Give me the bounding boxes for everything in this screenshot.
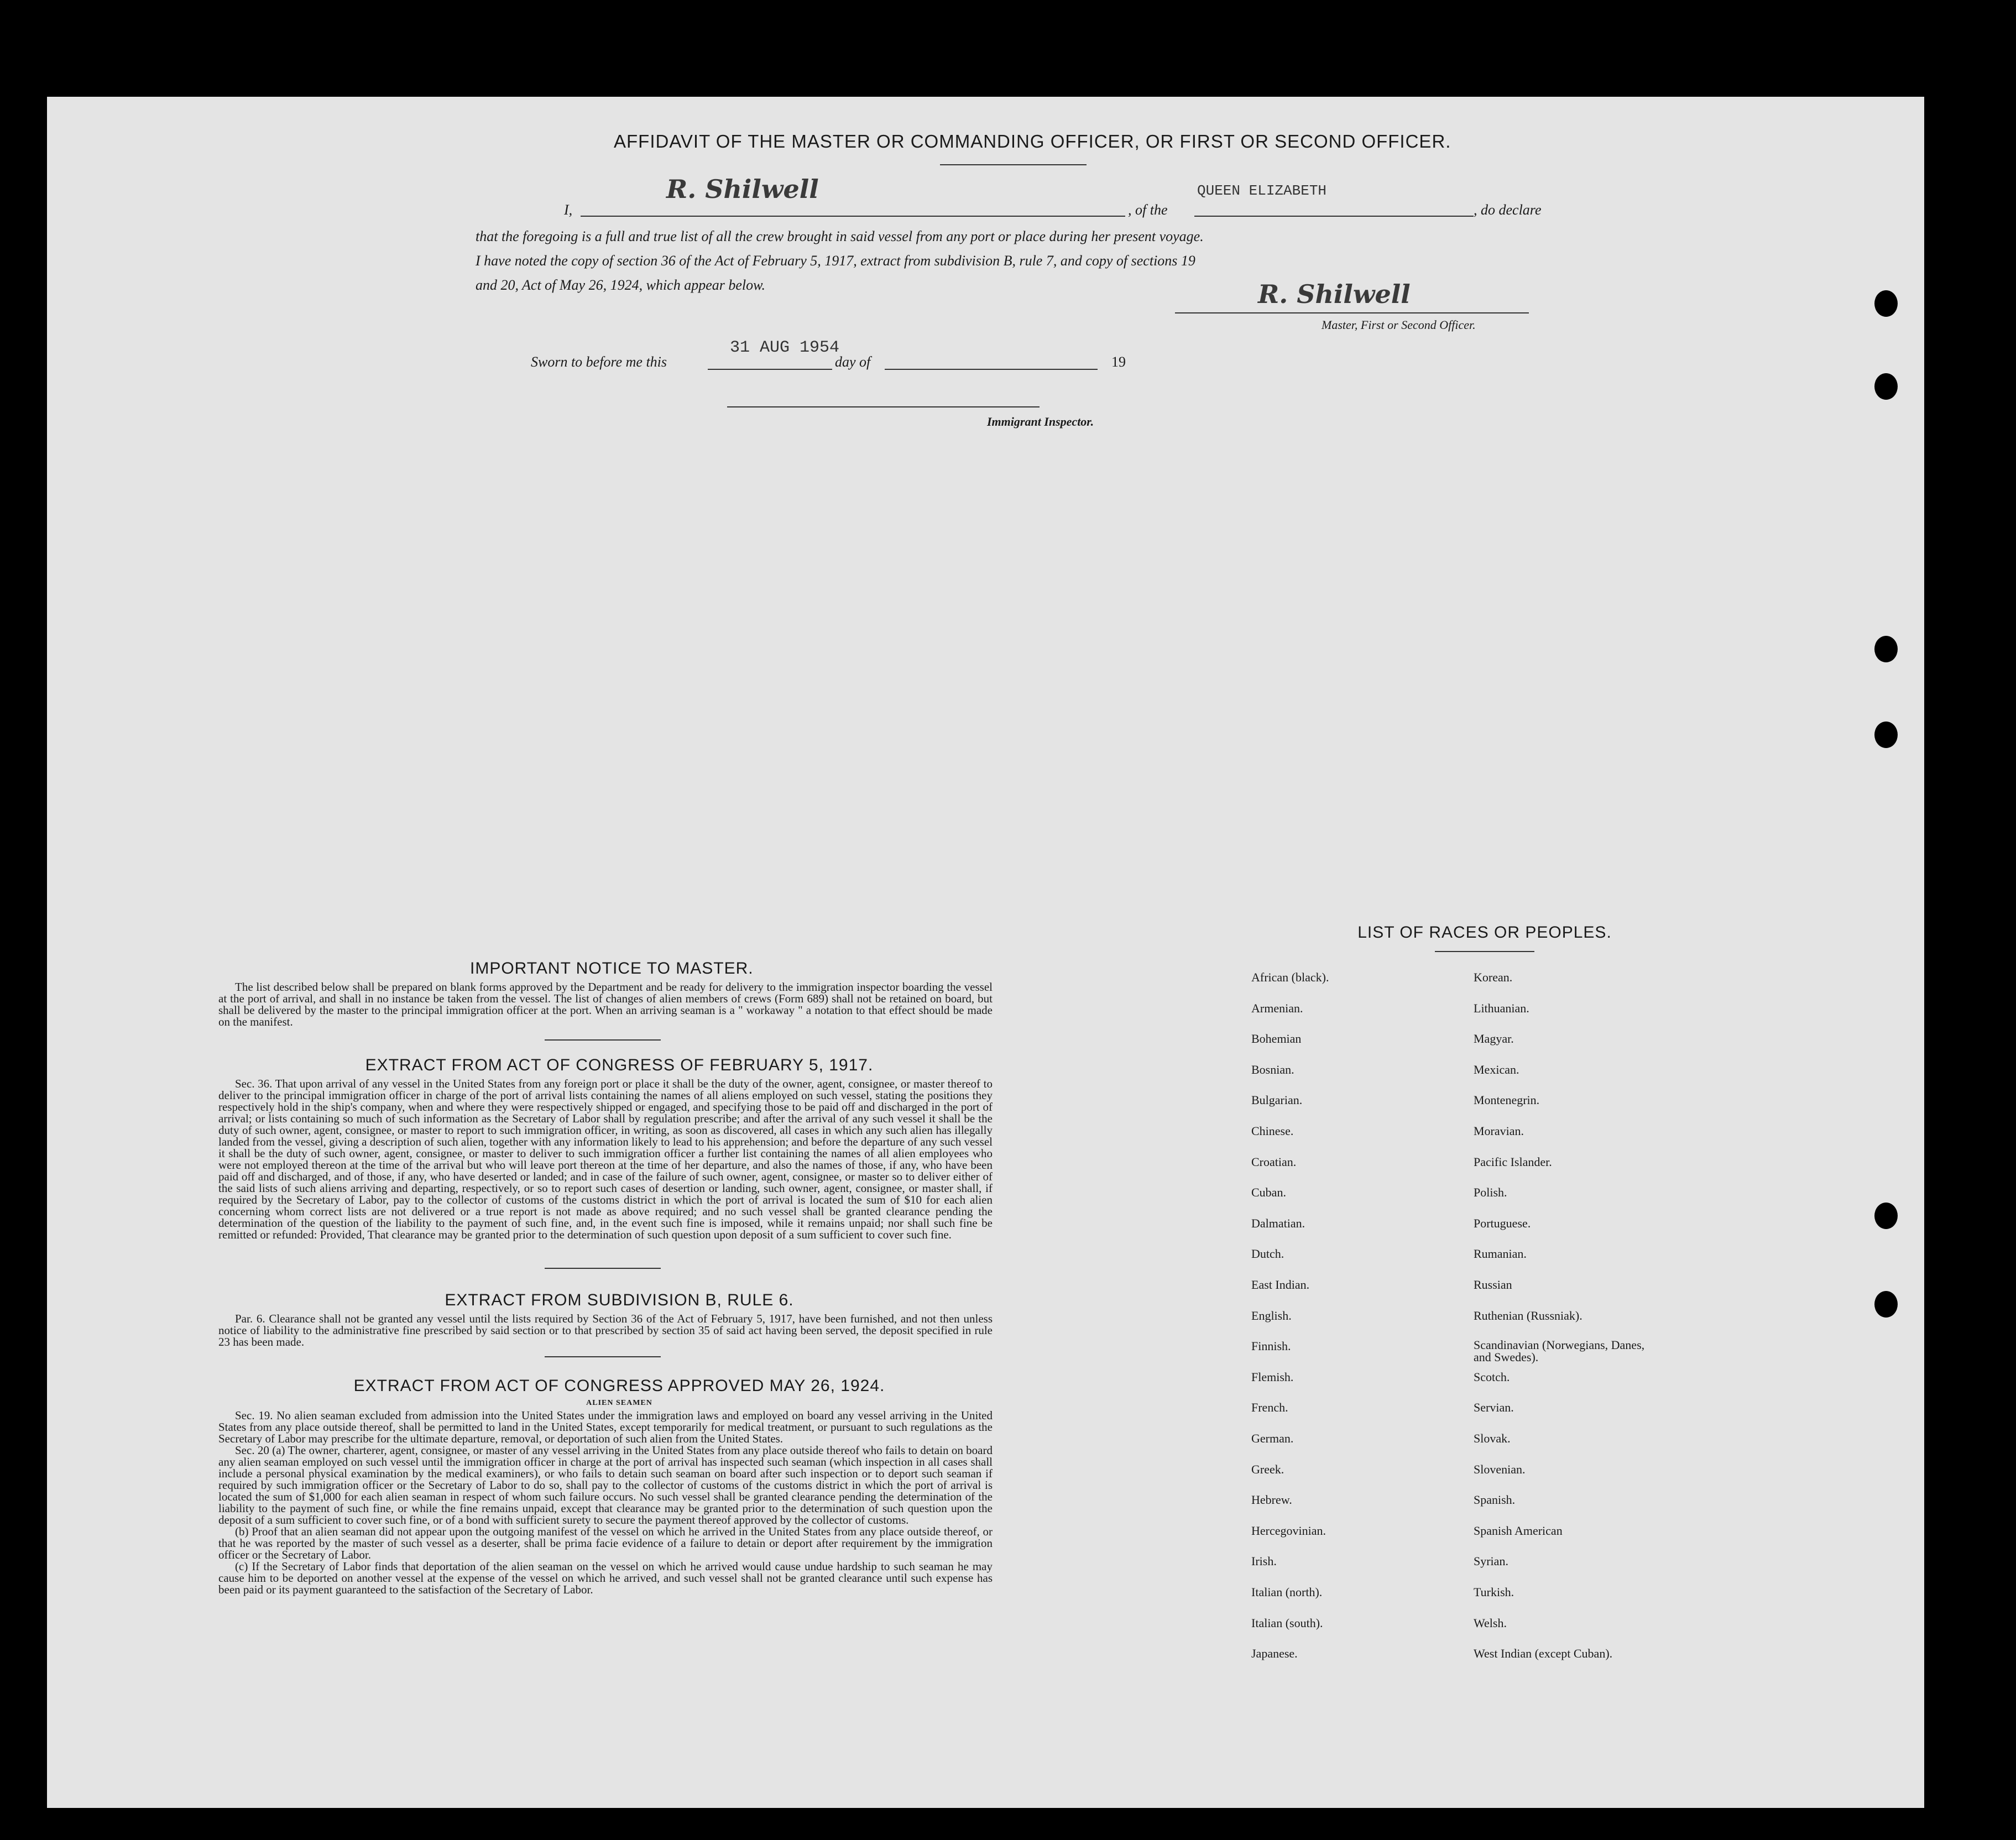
race-item: Japanese.	[1251, 1646, 1298, 1661]
master-signature-2: R. Shilwell	[1258, 279, 1411, 309]
race-item: French.	[1251, 1400, 1288, 1415]
race-item: Bosnian.	[1251, 1062, 1294, 1076]
vessel-name: QUEEN ELIZABETH	[1197, 182, 1327, 199]
rule6-divider	[545, 1356, 661, 1357]
race-item: Ruthenian (Russniak).	[1474, 1308, 1582, 1322]
race-item: African (black).	[1251, 970, 1329, 984]
affidavit-line-3: I have noted the copy of section 36 of the Act of February 5, 1917, extract from subdivision B, rule 7, and copy of sections 19	[476, 253, 1195, 269]
race-item: West Indian (except Cuban).	[1474, 1646, 1613, 1661]
rule6-title: EXTRACT FROM SUBDIVISION B, RULE 6.	[445, 1291, 794, 1309]
punch-hole	[1874, 1291, 1898, 1318]
race-item: Portuguese.	[1474, 1216, 1531, 1230]
master-signature: R. Shilwell	[666, 174, 819, 204]
sec20a-paragraph: Sec. 20 (a) The owner, charterer, agent, consignee, or master of any vessel arriving in the United States from any place outside thereof who fails to detain on board any alien seaman employed on such vessel until the immigration officer in charge at the port of arrival has inspected such seaman (which inspection in all cases shall include a personal physical examination by the medical examiners), or who fails to detain such seaman on board after such inspection or to deport such seaman if required by such immigration officer or the Secretary of Labor to do so, shall pay to the collector of customs of the customs district in which the port of arrival is located the sum of $1,000 for each alien seaman in respect of whom such failure occurs. No such vessel shall be granted clearance pending the determination of the liability to the payment of such fine, or while the fine remains unpaid, except that clearance may be granted prior to the determination of such question upon the deposit of a sum sufficient to cover such fine, or of a bond with sufficient surety to secure the payment thereof approved by the collector of customs.	[218, 1444, 993, 1527]
race-item: Servian.	[1474, 1400, 1514, 1415]
par6-paragraph: Par. 6. Clearance shall not be granted any vessel until the lists required by Section 36 of the Act of February 5, 1917, have been furnished, and not then unless notice of liability to the administrative fine prescribed by said section or to that prescribed by section 35 of said act having been served, the deposit specified in rule 23 has been made.	[218, 1312, 993, 1348]
affidavit-line-4: and 20, Act of May 26, 1924, which appear below.	[476, 277, 766, 293]
race-item: Flemish.	[1251, 1369, 1294, 1384]
sec36-paragraph: Sec. 36. That upon arrival of any vessel in the United States from any foreign port or place it shall be the duty of the owner, agent, consignee, or master thereof to deliver to the principal immigration officer in charge of the port of arrival lists containing the names of all aliens employed on such vessel, stating the positions they respectively hold in the ship's company, when and where they were respectively shipped or engaged, and specifying those to be paid off and discharged in the port of arrival; or lists containing so much of such information as the Secretary of Labor shall by regulation prescribe; and after the arrival of any such vessel it shall be the duty of such owner, agent, consignee, or master to report to such immigration officer, in writing, as soon as discovered, all cases in which any such alien has illegally landed from the vessel, giving a description of such alien, together with any information likely to lead to his apprehension; and before the departure of any such vessel it shall be the duty of such owner, agent, consignee, or master to deliver to such immigration officer a further list containing the names of all alien employees who were not employed thereon at the time of the arrival but who will leave port thereon at the time of her departure, and also the names of those, if any, who have been paid off and discharged, and of those, if any, who have deserted or landed; and in case of the failure of such owner, agent, consignee, or master so to deliver either of the said lists of such aliens arriving and departing, respectively, or so to report such cases of desertion or landing, such owner, agent, consignee, or master shall, if required by the Secretary of Labor, pay to the collector of customs of the customs district in which the port of arrival is located the sum of $10 for each alien concerning whom correct lists are not delivered or a true report is not made as above required; and no such vessel shall be granted clearance pending the determination of the question of the liability to the payment of such fine, and, in the event such fine is imposed, while it remains unpaid; nor shall such fine be remitted or refunded: Provided, That clearance may be granted prior to the determination of such question upon deposit of a sum sufficient to cover such fine.	[218, 1077, 993, 1241]
sec20b-paragraph: (b) Proof that an alien seaman did not appear upon the outgoing manifest of the vessel on which he arrived in the United States from any place outside thereof, or that he was reported by the master of such vessel as a deserter, shall be prima facie evidence of a failure to detain or deport after requirement by the immigration officer or the Secretary of Labor.	[218, 1525, 993, 1561]
race-item: Chinese.	[1251, 1124, 1294, 1138]
signature-line	[1175, 312, 1529, 313]
race-item: Moravian.	[1474, 1124, 1524, 1138]
race-item: Greek.	[1251, 1462, 1284, 1476]
race-item: Dalmatian.	[1251, 1216, 1305, 1230]
sworn-day-blank	[708, 369, 832, 370]
race-item: Scotch.	[1474, 1369, 1510, 1384]
race-item: Lithuanian.	[1474, 1001, 1529, 1015]
race-item: Irish.	[1251, 1554, 1277, 1569]
race-item: Bulgarian.	[1251, 1093, 1303, 1107]
race-item: Bohemian	[1251, 1032, 1302, 1046]
race-item: Syrian.	[1474, 1554, 1508, 1569]
race-item: Mexican.	[1474, 1062, 1519, 1076]
race-item: Hercegovinian.	[1251, 1523, 1326, 1538]
punch-hole	[1874, 290, 1898, 317]
alien-seamen-subtitle: ALIEN SEAMEN	[586, 1399, 652, 1407]
race-item: Armenian.	[1251, 1001, 1303, 1015]
race-item: Croatian.	[1251, 1154, 1297, 1169]
race-item: Turkish.	[1474, 1585, 1514, 1599]
race-item: Scandinavian (Norwegians, Danes, and Swedes).	[1474, 1338, 1645, 1365]
notice-paragraph: The list described below shall be prepared on blank forms approved by the Department and be ready for delivery to the immigration inspector boarding the vessel at the port of arrival, and shall in no instance be taken from the vessel. The list of changes of alien members of crews (Form 689) shall not be retained on board, but shall be delivered by the master to the principal immigration officer at the port. When an arriving seaman is a " workaway " a notation to that effect should be made on the manifest.	[218, 980, 993, 1028]
sworn-day-of: day of	[835, 354, 871, 370]
punch-hole	[1874, 373, 1898, 400]
race-item: Finnish.	[1251, 1339, 1291, 1353]
race-item: Italian (south).	[1251, 1616, 1323, 1630]
affidavit-title: AFFIDAVIT OF THE MASTER OR COMMANDING OFFICER, OR FIRST OR SECOND OFFICER.	[614, 131, 1451, 151]
extract-1917-divider	[545, 1268, 661, 1269]
extract-1917-text	[218, 1078, 993, 1241]
extract-1924-title: EXTRACT FROM ACT OF CONGRESS APPROVED MAY 26, 1924.	[353, 1377, 885, 1395]
race-item: Welsh.	[1474, 1616, 1507, 1630]
extract-1924-text	[218, 1410, 993, 1596]
declarant-prefix: I,	[564, 202, 573, 218]
race-item: German.	[1251, 1431, 1294, 1445]
races-title: LIST OF RACES OR PEOPLES.	[1357, 923, 1612, 942]
race-item: Spanish.	[1474, 1493, 1516, 1507]
affidavit-line-2: that the foregoing is a full and true list of all the crew brought in said vessel from any port or place during her present voyage.	[476, 228, 1204, 244]
race-item: Russian	[1474, 1278, 1512, 1292]
race-item: Spanish American	[1474, 1523, 1563, 1538]
race-item: Italian (north).	[1251, 1585, 1323, 1599]
race-item: Slovak.	[1474, 1431, 1511, 1445]
document-page	[47, 97, 1924, 1808]
name-blank	[581, 216, 1125, 217]
punch-hole	[1874, 1203, 1898, 1229]
signer-caption: Master, First or Second Officer.	[1322, 318, 1476, 332]
notice-text	[218, 981, 993, 1028]
inspector-signature-line	[727, 406, 1040, 407]
race-item: Slovenian.	[1474, 1462, 1526, 1476]
of-the-label: , of the	[1128, 202, 1168, 218]
race-item: Korean.	[1474, 970, 1513, 984]
notice-divider	[545, 1039, 661, 1041]
race-item: Montenegrin.	[1474, 1093, 1540, 1107]
sworn-prefix: Sworn to before me this	[531, 354, 667, 370]
race-item: Rumanian.	[1474, 1247, 1527, 1261]
rule6-text	[218, 1313, 993, 1348]
extract-1917-title: EXTRACT FROM ACT OF CONGRESS OF FEBRUARY 5, 1917.	[365, 1056, 874, 1074]
notice-title: IMPORTANT NOTICE TO MASTER.	[470, 959, 754, 978]
race-item: Cuban.	[1251, 1185, 1286, 1200]
title-divider	[940, 164, 1087, 165]
punch-hole	[1874, 636, 1898, 662]
vessel-blank	[1194, 216, 1474, 217]
declare-label: , do declare	[1474, 202, 1542, 218]
race-item: Pacific Islander.	[1474, 1154, 1552, 1169]
inspector-caption: Immigrant Inspector.	[987, 415, 1094, 428]
sec20c-paragraph: (c) If the Secretary of Labor finds that deportation of the alien seaman on the vessel on which he arrived would cause undue hardship to such seaman he may cause him to be deported on another vessel at the expense of the vessel on which he arrived, and such vessel shall not be granted clearance until such expense has been paid or its payment guaranteed to the satisfaction of the Secretary of Labor.	[218, 1560, 993, 1596]
race-item: Dutch.	[1251, 1247, 1284, 1261]
sworn-year: 19	[1111, 354, 1126, 370]
sec19-paragraph: Sec. 19. No alien seaman excluded from admission into the United States under the immigration laws and employed on board any vessel arriving in the United States from any place outside thereof, shall be permitted to land in the United States, except temporarily for medical treatment, or pursuant to such regulations as the Secretary of Labor may prescribe for the ultimate departure, removal, or deportation of such alien from the United States.	[218, 1409, 993, 1445]
races-divider	[1435, 951, 1534, 952]
race-item: Polish.	[1474, 1185, 1507, 1200]
sworn-date-stamp: 31 AUG 1954	[730, 338, 840, 357]
race-item: Magyar.	[1474, 1032, 1514, 1046]
punch-hole	[1874, 722, 1898, 748]
race-item: English.	[1251, 1308, 1292, 1322]
race-item: East Indian.	[1251, 1278, 1310, 1292]
sworn-month-blank	[885, 369, 1098, 370]
race-item: Hebrew.	[1251, 1493, 1292, 1507]
